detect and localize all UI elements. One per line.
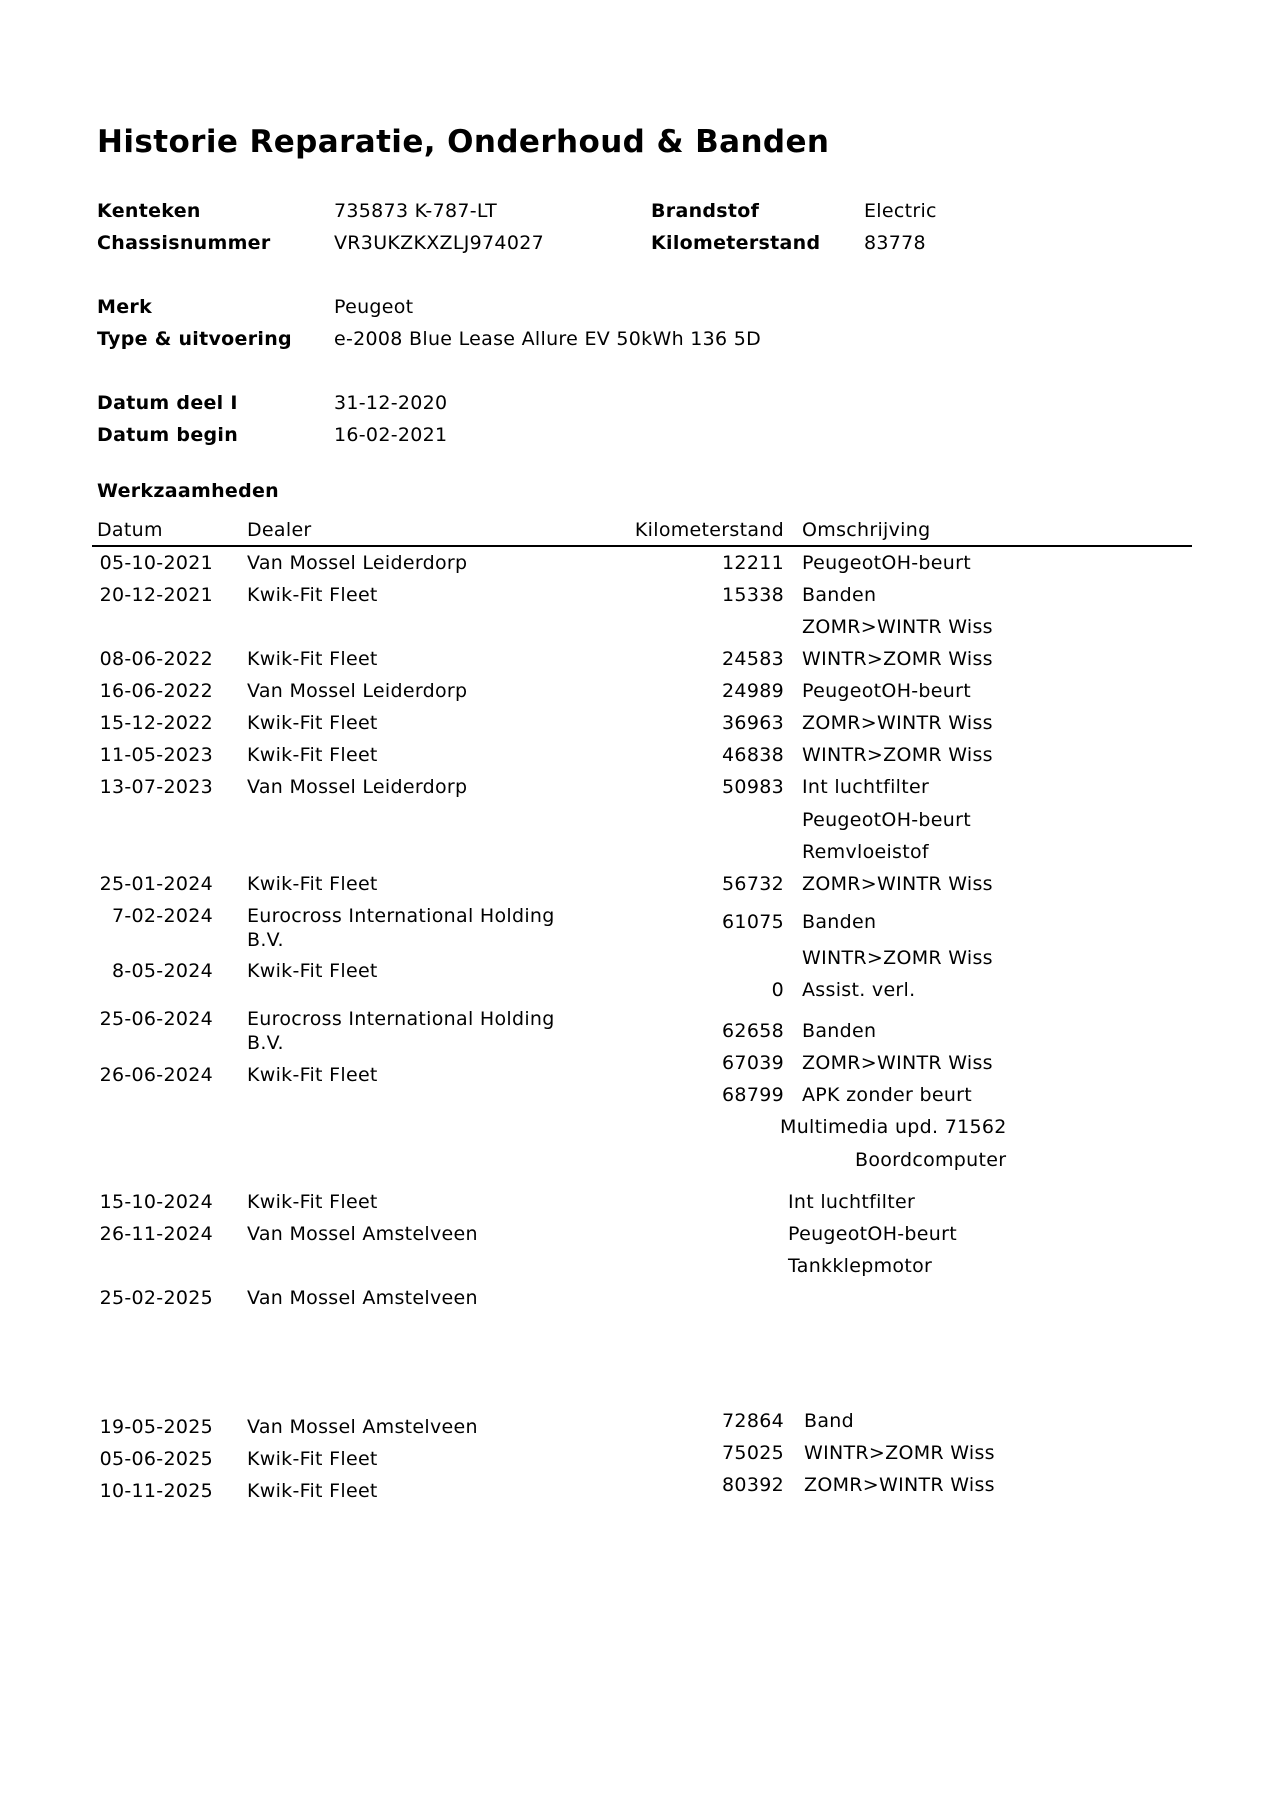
row-date: 05-06-2025 — [99, 1448, 213, 1470]
entry-km: 80392 — [722, 1474, 784, 1496]
entry-description: ZOMR>WINTR Wiss — [802, 712, 993, 734]
row-dealer: Kwik-Fit Fleet — [247, 1064, 378, 1086]
section-title: Werkzaamheden — [97, 480, 279, 502]
row-dealer: Van Mossel Amstelveen — [247, 1416, 478, 1438]
row-date: 7-02-2024 — [111, 905, 213, 927]
row-dealer: Kwik-Fit Fleet — [247, 712, 378, 734]
kilometerstand-label: Kilometerstand — [651, 232, 821, 254]
row-dealer: Kwik-Fit Fleet — [247, 1191, 378, 1213]
row-dealer: Eurocross International Holding — [247, 905, 555, 927]
row-dealer: Kwik-Fit Fleet — [247, 873, 378, 895]
entry-km: 67039 — [722, 1052, 784, 1074]
row-date: 20-12-2021 — [99, 584, 213, 606]
entry-description: Tankklepmotor — [788, 1255, 933, 1277]
header-rule — [92, 545, 1192, 547]
entry-description: ZOMR>WINTR Wiss — [802, 616, 993, 638]
kilometerstand-value: 83778 — [864, 232, 926, 254]
entry-km: 72864 — [722, 1410, 784, 1432]
entry-description: WINTR>ZOMR Wiss — [802, 744, 993, 766]
entry-description: Banden — [802, 584, 877, 606]
kenteken-label: Kenteken — [97, 200, 201, 222]
row-dealer: Eurocross International Holding — [247, 1008, 555, 1030]
row-date: 10-11-2025 — [99, 1480, 213, 1502]
row-date: 26-06-2024 — [99, 1064, 213, 1086]
entry-description: Boordcomputer — [855, 1149, 1007, 1171]
row-dealer-line2: B.V. — [247, 1032, 284, 1054]
row-dealer: Kwik-Fit Fleet — [247, 960, 378, 982]
entry-description: ZOMR>WINTR Wiss — [804, 1474, 995, 1496]
entry-description: WINTR>ZOMR Wiss — [804, 1442, 995, 1464]
entry-km: 15338 — [722, 584, 784, 606]
entry-description: WINTR>ZOMR Wiss — [802, 947, 993, 969]
entry-km: 62658 — [722, 1020, 784, 1042]
entry-km: 36963 — [722, 712, 784, 734]
row-dealer: Kwik-Fit Fleet — [247, 744, 378, 766]
entry-description: Multimedia upd. 71562 — [780, 1116, 1007, 1138]
row-dealer: Van Mossel Amstelveen — [247, 1287, 478, 1309]
entry-description: ZOMR>WINTR Wiss — [802, 873, 993, 895]
entry-km: 0 — [771, 979, 784, 1001]
row-date: 08-06-2022 — [99, 648, 213, 670]
entry-description: APK zonder beurt — [802, 1084, 973, 1106]
column-header-omschrijving: Omschrijving — [802, 519, 931, 541]
entry-description: WINTR>ZOMR Wiss — [802, 648, 993, 670]
row-date: 19-05-2025 — [99, 1416, 213, 1438]
row-date: 13-07-2023 — [99, 776, 213, 798]
row-date: 16-06-2022 — [99, 680, 213, 702]
entry-km: 75025 — [722, 1442, 784, 1464]
type-value: e-2008 Blue Lease Allure EV 50kWh 136 5D — [334, 328, 762, 350]
brandstof-value: Electric — [864, 200, 937, 222]
entry-km: 24989 — [722, 680, 784, 702]
row-date: 8-05-2024 — [111, 960, 213, 982]
row-date: 25-01-2024 — [99, 873, 213, 895]
chassisnummer-value: VR3UKZKXZLJ974027 — [334, 232, 544, 254]
entry-km: 24583 — [722, 648, 784, 670]
datum-begin-value: 16-02-2021 — [334, 424, 448, 446]
entry-km: 56732 — [722, 873, 784, 895]
row-date: 26-11-2024 — [99, 1223, 213, 1245]
datum-begin-label: Datum begin — [97, 424, 239, 446]
entry-description: Int luchtfilter — [802, 776, 930, 798]
entry-description: PeugeotOH-beurt — [802, 809, 971, 831]
row-dealer: Kwik-Fit Fleet — [247, 1448, 378, 1470]
page-title: Historie Reparatie, Onderhoud & Banden — [97, 124, 830, 160]
kenteken-value: 735873 K-787-LT — [334, 200, 498, 222]
entry-km: 50983 — [722, 776, 784, 798]
row-date: 25-06-2024 — [99, 1008, 213, 1030]
entry-description: Banden — [802, 1020, 877, 1042]
merk-label: Merk — [97, 296, 152, 318]
entry-description: PeugeotOH-beurt — [788, 1223, 957, 1245]
row-dealer: Kwik-Fit Fleet — [247, 584, 378, 606]
row-date: 05-10-2021 — [99, 552, 213, 574]
entry-description: ZOMR>WINTR Wiss — [802, 1052, 993, 1074]
entry-description: Assist. verl. — [802, 979, 916, 1001]
merk-value: Peugeot — [334, 296, 414, 318]
type-label: Type & uitvoering — [97, 328, 292, 350]
row-dealer-line2: B.V. — [247, 929, 284, 951]
entry-description: Band — [804, 1410, 854, 1432]
entry-description: Remvloeistof — [802, 841, 929, 863]
row-date: 15-12-2022 — [99, 712, 213, 734]
row-date: 15-10-2024 — [99, 1191, 213, 1213]
row-dealer: Van Mossel Leiderdorp — [247, 776, 468, 798]
row-dealer: Van Mossel Leiderdorp — [247, 680, 468, 702]
entry-description: PeugeotOH-beurt — [802, 680, 971, 702]
row-date: 25-02-2025 — [99, 1287, 213, 1309]
column-header-dealer: Dealer — [247, 519, 312, 541]
entry-km: 61075 — [722, 911, 784, 933]
row-dealer: Van Mossel Amstelveen — [247, 1223, 478, 1245]
entry-km: 46838 — [722, 744, 784, 766]
column-header-kilometerstand: Kilometerstand — [634, 519, 784, 541]
brandstof-label: Brandstof — [651, 200, 760, 222]
datum-deel-1-value: 31-12-2020 — [334, 392, 448, 414]
column-header-datum: Datum — [97, 519, 163, 541]
row-dealer: Van Mossel Leiderdorp — [247, 552, 468, 574]
row-dealer: Kwik-Fit Fleet — [247, 1480, 378, 1502]
entry-km: 68799 — [722, 1084, 784, 1106]
entry-description: PeugeotOH-beurt — [802, 552, 971, 574]
entry-description: Int luchtfilter — [788, 1191, 916, 1213]
row-dealer: Kwik-Fit Fleet — [247, 648, 378, 670]
entry-description: Banden — [802, 911, 877, 933]
datum-deel-1-label: Datum deel I — [97, 392, 238, 414]
row-date: 11-05-2023 — [99, 744, 213, 766]
entry-km: 12211 — [722, 552, 784, 574]
chassisnummer-label: Chassisnummer — [97, 232, 271, 254]
